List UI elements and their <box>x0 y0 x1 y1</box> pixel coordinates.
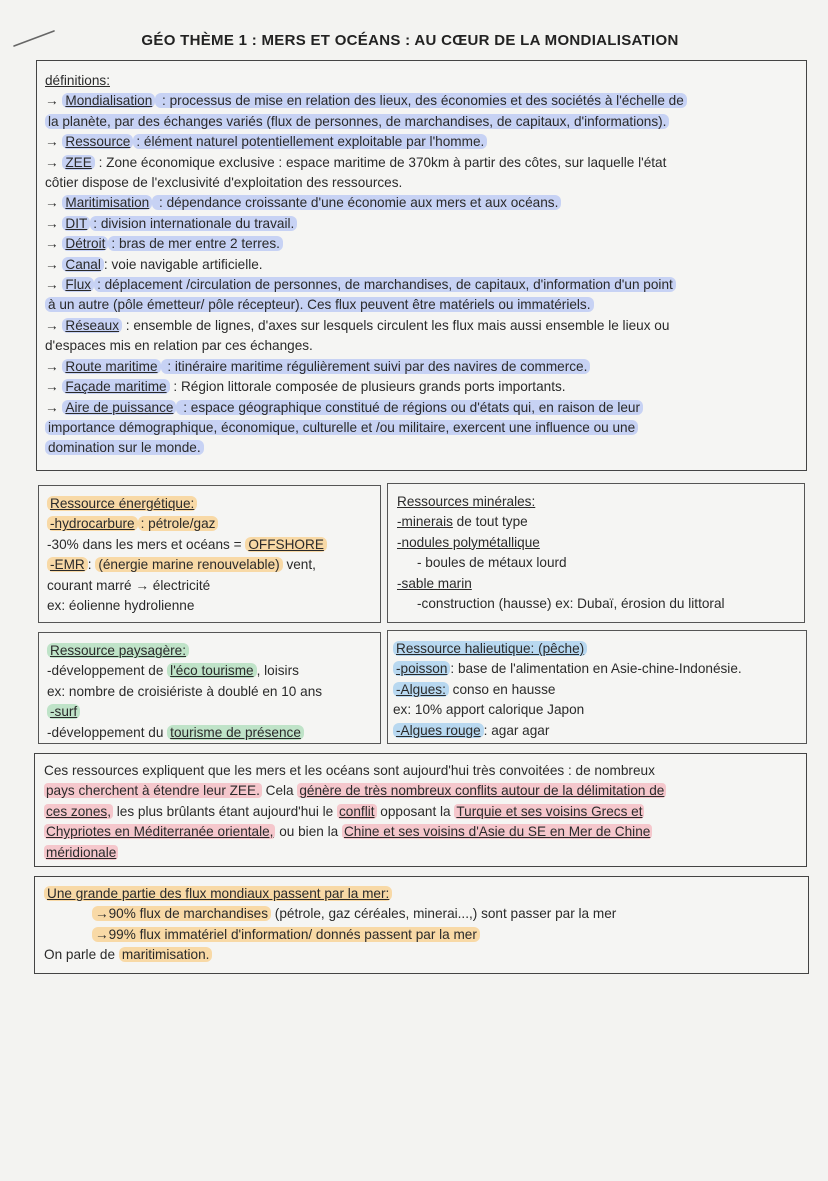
def-aire: → Aire de puissance : espace géographique constitué de régions ou d'états qui, en raison de leur <box>45 398 806 418</box>
def-zee: → ZEE : Zone économique exclusive : espace maritime de 370km à partir des côtes, sur laquelle l'état <box>45 154 667 170</box>
def-mondialisation: → Mondialisation : processus de mise en relation des lieux, des économies et des sociétés à l'échelle de <box>45 91 806 111</box>
def-flux: → Flux : déplacement /circulation de personnes, de marchandises, de capitaux, d'information d'un point <box>45 275 806 295</box>
flux-mondiaux-box: Une grande partie des flux mondiaux passent par la mer: →90% flux de marchandises (pétrole, gaz céréales, minerai...,) sont passer par la mer →99% flux immatériel d'information/ donnés passent par la mer On parle de maritimisation. <box>34 876 809 974</box>
ressource-paysagere-box: Ressource paysagère: -développement de l'éco tourisme , loisirs ex: nombre de croisiériste à doublé en 10 ans -surf -développement du tourisme de présence <box>38 632 381 744</box>
def-detroit: → Détroit : bras de mer entre 2 terres. <box>45 234 806 254</box>
ressource-energetique-box: Ressource énergétique: -hydrocarbure : pétrole/gaz -30% dans les mers et océans = OFFSHORE -EMR : (énergie marine renouvelable) vent, courant marré → électricité ex: éolienne hydrolienne <box>38 485 381 623</box>
def-dit: → DIT : division internationale du travail. <box>45 214 806 234</box>
def-ressource: → Ressource : élément naturel potentiellement exploitable par l'homme. <box>45 132 806 152</box>
def-canal: → Canal : voie navigable artificielle. <box>45 256 263 272</box>
def-facade: → Façade maritime : Région littorale composée de plusieurs grands ports importants. <box>45 379 566 395</box>
def-maritimisation: → Maritimisation : dépendance croissante d'une économie aux mers et aux océans. <box>45 193 806 213</box>
def-reseaux: → Réseaux : ensemble de lignes, d'axes sur lesquels circulent les flux mais aussi ensemble le lieux ou <box>45 317 670 333</box>
page-title: GÉO THÈME 1 : MERS ET OCÉANS : AU CŒUR DE LA MONDIALISATION <box>141 32 679 49</box>
pencil-stroke-icon <box>12 28 56 50</box>
definitions-box: définitions: → Mondialisation : processus de mise en relation des lieux, des économies et des sociétés à l'échelle de la planète, par des échanges variés (flux de personnes, de marchandises, de capitaux, d'informations). → Ressource : élément naturel potentiellement exploitable par l'homme. → ZEE : Zone économique exclusive : espace maritime de 370km à partir des côtes, sur laquelle l'état côtier dispose de l'exclusivité d'exploitation des ressources. → Maritimisation : dépendance croissante d'une économie aux mers et aux océans. → DIT : division internationale du travail. → Détroit : bras de mer entre 2 terres. → Canal : voie navigable artificielle. → Flux : déplacement /circulation de personnes, de marchandises, de capitaux, d'information d'un point à un autre (pôle émetteur/ pôle récepteur). Ces flux peuvent être matériels ou immatériels. → Réseaux : ensemble de lignes, d'axes sur lesquels circulent les flux mais aussi ensemble le lieux ou d'espaces mis en relation par ces échanges. → Route maritime : itinéraire maritime régulièrement suivi par des navires de commerce. → Façade maritime : Région littorale composée de plusieurs grands ports importants. → Aire de puissance : espace géographique constitué de régions ou d'états qui, en raison de leur importance démographique, économique, culturelle et /ou militaire, exercent une influence ou une domination sur le monde. <box>36 60 807 471</box>
zee-conflicts-box: Ces ressources expliquent que les mers et les océans sont aujourd'hui très convoitées : de nombreux pays cherchent à étendre leur ZEE. Cela génère de très nombreux conflits autour de la délimitation de ces zones, les plus brûlants étant aujourd'hui le conflit opposant la Turquie et ses voisins Grecs et Chypriotes en Méditerranée orientale, ou bien la Chine et ses voisins d'Asie du SE en Mer de Chine méridionale <box>34 753 807 867</box>
ressources-minerales-box: Ressources minérales: -minerais de tout type -nodules polymétallique - boules de métaux lourd -sable marin -construction (hausse) ex: Dubaï, érosion du littoral <box>387 483 805 623</box>
definitions-header: définitions: <box>45 73 110 88</box>
def-route: → Route maritime : itinéraire maritime régulièrement suivi par des navires de commerce. <box>45 357 806 377</box>
ressource-halieutique-box: Ressource halieutique: (pêche) -poisson : base de l'alimentation en Asie-chine-Indonésie. -Algues: conso en hausse ex: 10% apport calorique Japon -Algues rouge : agar agar <box>387 630 807 744</box>
